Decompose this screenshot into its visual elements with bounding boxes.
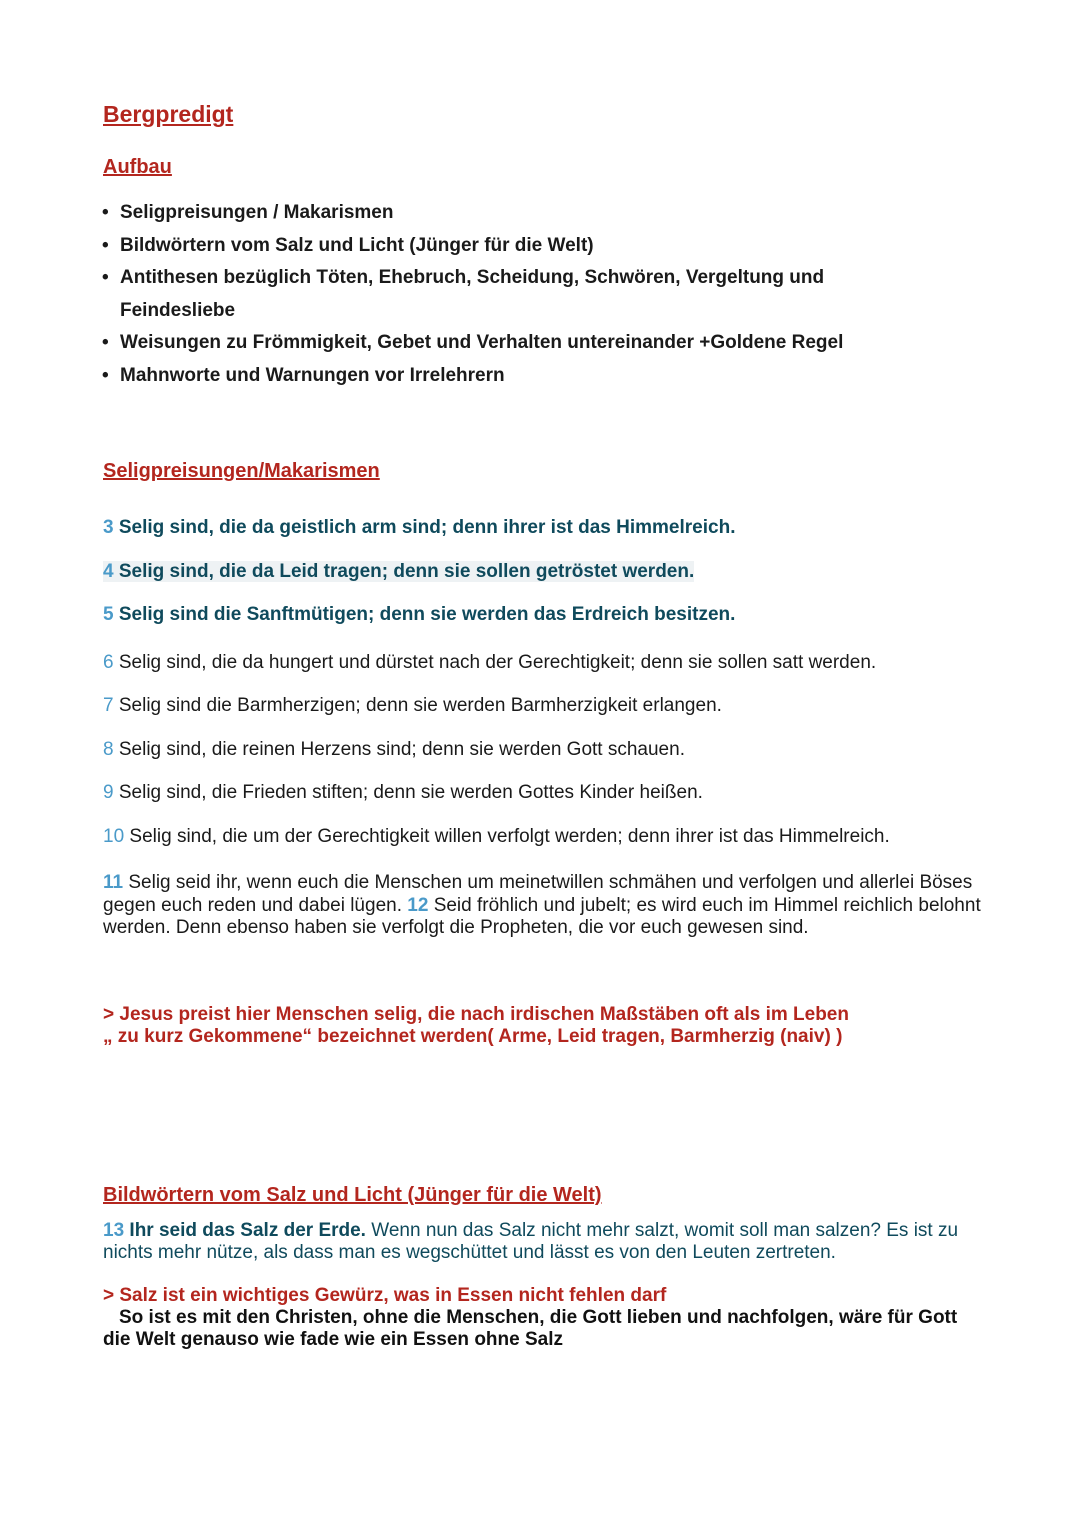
list-item: • Antithesen bezüglich Töten, Ehebruch, Scheidung, Schwören, Vergeltung und	[103, 262, 1003, 295]
verse-4: 4 Selig sind, die da Leid tragen; denn sie sollen getröstet werden.	[103, 561, 695, 582]
verse-8: 8 Selig sind, die reinen Herzens sind; denn sie werden Gott schauen.	[103, 739, 685, 760]
verse-number: 7	[103, 695, 114, 716]
list-item: • Weisungen zu Frömmigkeit, Gebet und Verhalten untereinander +Goldene Regel	[103, 327, 1003, 360]
salt-note: > Salz ist ein wichtiges Gewürz, was in Essen nicht fehlen darf	[103, 1285, 667, 1306]
verse-number: 12	[407, 894, 429, 916]
verse-number: 8	[103, 739, 114, 760]
verse-7: 7 Selig sind die Barmherzigen; denn sie werden Barmherzigkeit erlangen.	[103, 695, 722, 716]
aufbau-heading: Aufbau	[103, 156, 172, 178]
verse-number: 10	[103, 826, 125, 847]
bullet-icon: •	[102, 267, 109, 288]
page-title: Bergpredigt	[103, 101, 234, 127]
verse-number: 3	[103, 517, 114, 538]
verse-9: 9 Selig sind, die Frieden stiften; denn sie werden Gottes Kinder heißen.	[103, 782, 703, 803]
verse-10: 10 Selig sind, die um der Gerechtigkeit willen verfolgt werden; denn ihrer ist das Himmelreich.	[103, 826, 890, 847]
verse-number: 9	[103, 782, 114, 803]
verse-number: 4	[103, 561, 114, 582]
aufbau-list	[103, 197, 1003, 392]
verse-11-12: 11 Selig seid ihr, wenn euch die Menschen um meinetwillen schmähen und verfolgen und allerlei Böses gegen euch reden und dabei lügen. 12 Seid fröhlich und jubelt; es wird euch im Himmel reichlich belohnt werden. Denn ebenso haben sie verfolgt die Propheten, die vor euch gewesen sind.	[103, 872, 981, 938]
seligpreisungen-heading: Seligpreisungen/Makarismen	[103, 460, 380, 482]
list-item: • Mahnworte und Warnungen vor Irrelehrern	[103, 360, 1003, 393]
verse-number: 11	[103, 872, 124, 893]
interpretation-note: > Jesus preist hier Menschen selig, die nach irdischen Maßstäben oft als im Leben „ zu kurz Gekommene“ bezeichnet werden( Arme, Leid tragen, Barmherzig (naiv) )	[103, 1004, 849, 1047]
verse-number: 5	[103, 604, 114, 625]
bullet-icon: •	[102, 234, 109, 256]
verse-5: 5 Selig sind die Sanftmütigen; denn sie werden das Erdreich besitzen.	[103, 604, 736, 625]
bullet-icon: •	[102, 202, 109, 223]
list-item: • Bildwörtern vom Salz und Licht (Jünger für die Welt)	[103, 230, 1003, 263]
bullet-icon: •	[102, 332, 109, 353]
salt-explanation: So ist es mit den Christen, ohne die Menschen, die Gott lieben und nachfolgen, wäre für Gott die Welt genauso wie fade wie ein Essen ohne Salz	[103, 1307, 958, 1350]
verse-3: 3 Selig sind, die da geistlich arm sind; denn ihrer ist das Himmelreich.	[103, 517, 736, 538]
list-item: • Seligpreisungen / Makarismen	[103, 197, 1003, 230]
verse-13: 13 Ihr seid das Salz der Erde. Wenn nun das Salz nicht mehr salzt, womit soll man salzen? Es ist zu nichts mehr nütze, als dass man es wegschüttet und lässt es von den Leuten zertreten.	[103, 1220, 959, 1263]
bullet-icon: •	[102, 364, 109, 386]
bildwoerter-heading: Bildwörtern vom Salz und Licht (Jünger für die Welt)	[103, 1184, 602, 1206]
verse-6: 6 Selig sind, die da hungert und dürstet nach der Gerechtigkeit; denn sie sollen satt werden.	[103, 652, 877, 673]
verse-number: 6	[103, 652, 114, 673]
list-item-continuation: Feindesliebe	[120, 299, 236, 321]
verse-number: 13	[103, 1220, 125, 1241]
